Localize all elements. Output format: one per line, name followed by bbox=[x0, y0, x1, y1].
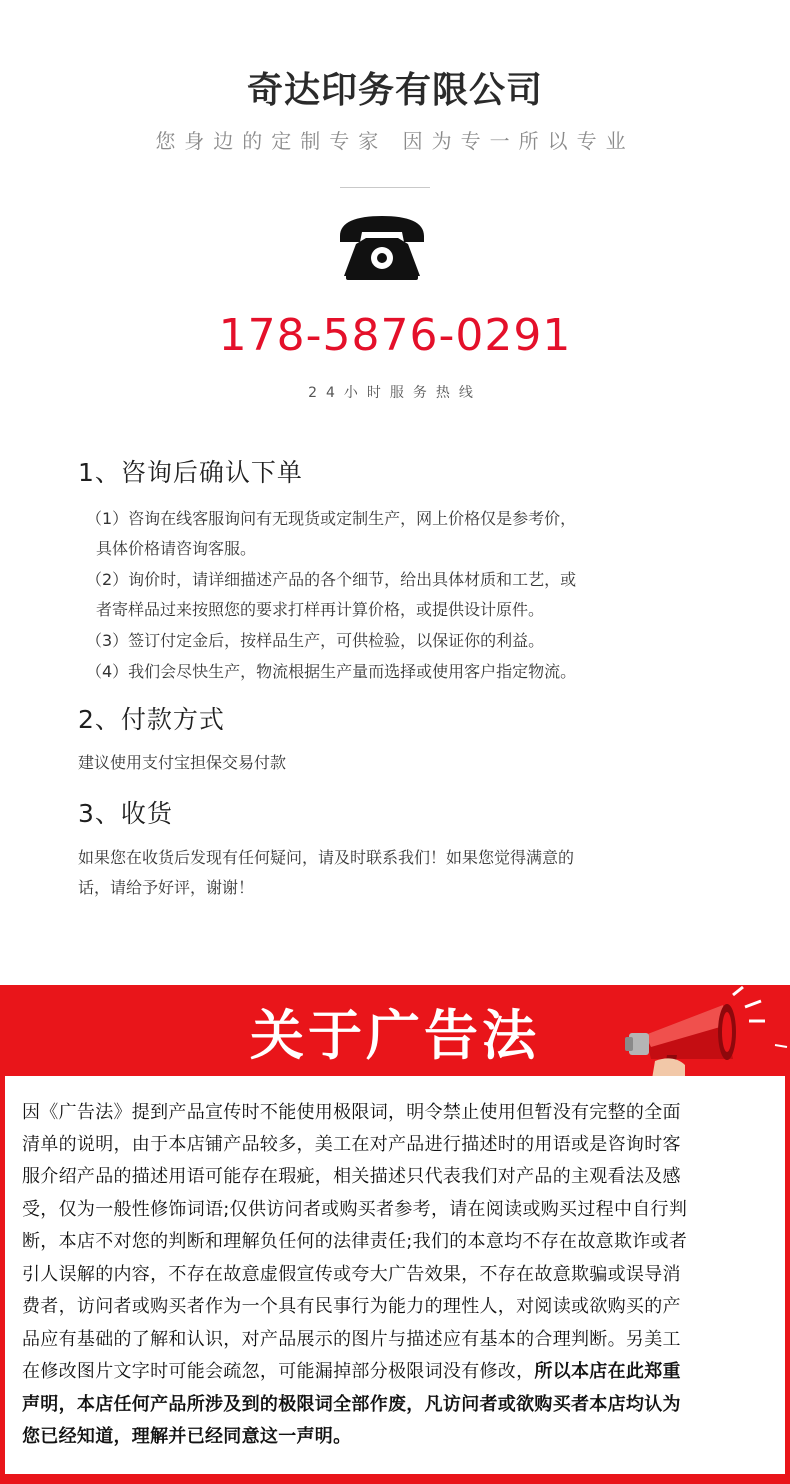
telephone-icon bbox=[336, 214, 428, 282]
payment-text: 建议使用支付宝担保交易付款 bbox=[78, 753, 287, 772]
ad-law-line-text: 在修改图片文字时可能会疏忽，可能漏掉部分极限词没有修改， bbox=[22, 1361, 535, 1382]
ad-law-line: 受，仅为一般性修饰词语;仅供访问者或购买者参考，请在阅读或购买过程中自行判 bbox=[22, 1199, 688, 1220]
order-step-line: （3）签订付定金后，按样品生产，可供检验，以保证你的利益。 bbox=[86, 631, 545, 650]
ad-law-line: 服介绍产品的描述用语可能存在瑕疵，相关描述只代表我们对产品的主观看法及感 bbox=[22, 1166, 681, 1187]
section-heading-order: 1、咨询后确认下单 bbox=[78, 458, 303, 487]
order-step-line: 者寄样品过来按照您的要求打样再计算价格，或提供设计原件。 bbox=[96, 600, 545, 619]
ad-law-line: 清单的说明，由于本店铺产品较多，美工在对产品进行描述时的用语或是咨询时客 bbox=[22, 1134, 681, 1155]
divider-line bbox=[340, 187, 430, 188]
section-heading-receipt: 3、收货 bbox=[78, 799, 173, 828]
order-step-line: 具体价格请咨询客服。 bbox=[96, 539, 257, 558]
ad-law-bold-line bbox=[22, 1390, 681, 1416]
phone-number: 178-5876-0291 bbox=[218, 310, 572, 361]
ad-law-line: 因《广告法》提到产品宣传时不能使用极限词，明令禁止使用但暂没有完整的全面 bbox=[22, 1102, 681, 1123]
ad-law-bold-line bbox=[22, 1422, 351, 1448]
ad-law-line: 费者，访问者或购买者作为一个具有民事行为能力的理性人，对阅读或欲购买的产 bbox=[22, 1296, 681, 1317]
company-name: 奇达印务有限公司 bbox=[246, 70, 543, 111]
ad-law-line: 引人误解的内容，不存在故意虚假宣传或夸大广告效果，不存在故意欺骗或误导消 bbox=[22, 1264, 681, 1285]
order-step-line: （2）询价时，请详细描述产品的各个细节，给出具体材质和工艺，或 bbox=[86, 570, 577, 589]
ad-law-line: 断，本店不对您的判断和理解负任何的法律责任;我们的本意均不存在故意欺诈或者 bbox=[22, 1231, 688, 1252]
ad-law-line: 品应有基础的了解和认识，对产品展示的图片与描述应有基本的合理判断。另美工 bbox=[22, 1329, 681, 1350]
ad-law-line bbox=[22, 1357, 681, 1383]
ad-law-bold-text: 您已经知道，理解并已经同意这一声明。 bbox=[22, 1426, 352, 1447]
section-heading-payment: 2、付款方式 bbox=[78, 705, 225, 734]
receipt-text: 如果您在收货后发现有任何疑问，请及时联系我们！如果您觉得满意的 bbox=[78, 848, 575, 867]
ad-law-title: 关于广告法 bbox=[250, 1004, 540, 1067]
ad-law-bold-text: 所以本店在此郑重 bbox=[534, 1361, 681, 1382]
ad-law-bold-text: 声明，本店任何产品所涉及到的极限词全部作废，凡访问者或欲购买者本店均认为 bbox=[22, 1394, 681, 1415]
order-step-line: （4）我们会尽快生产，物流根据生产量而选择或使用客户指定物流。 bbox=[86, 662, 577, 681]
megaphone-icon bbox=[615, 985, 790, 1085]
receipt-text: 话，请给予好评，谢谢！ bbox=[78, 878, 255, 897]
company-slogan: 您身边的定制专家 因为专一所以专业 bbox=[155, 129, 635, 153]
hotline-label: 24小时服务热线 bbox=[308, 385, 482, 401]
order-step-line: （1）咨询在线客服询问有无现货或定制生产，网上价格仅是参考价， bbox=[86, 509, 577, 528]
